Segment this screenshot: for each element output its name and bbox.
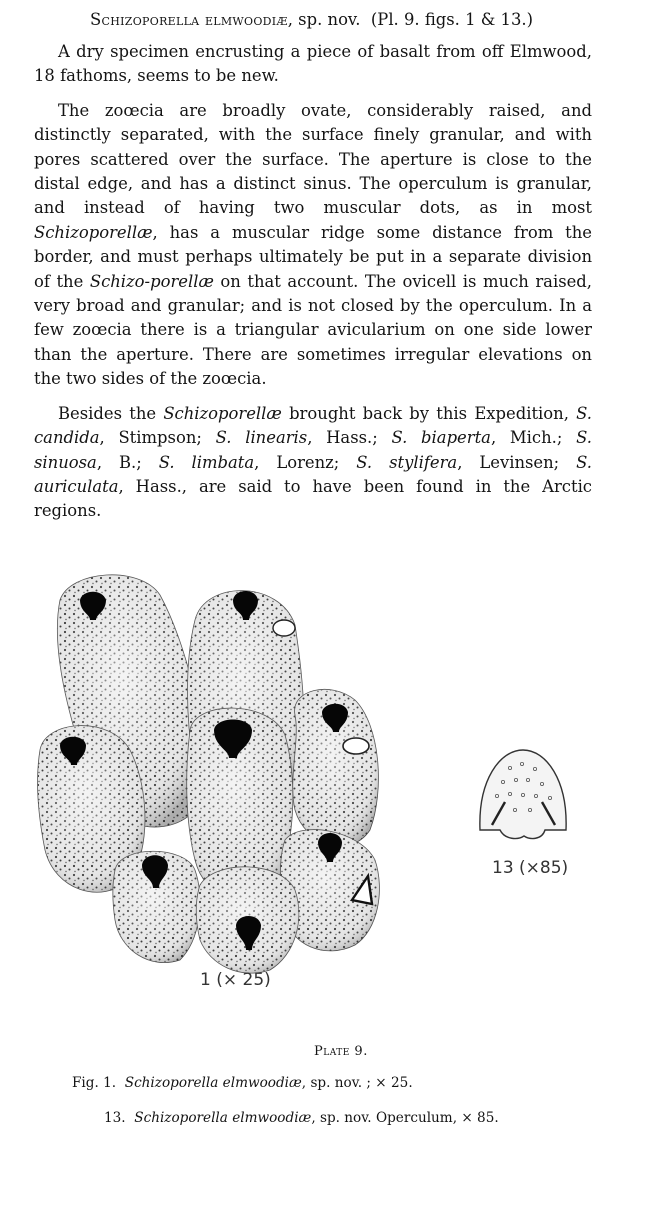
species-name: S. sinuosa: [34, 428, 592, 472]
figure-13-label: 13 (×85): [492, 858, 569, 878]
caption-fig-1: [72, 1075, 413, 1091]
zooecium: [293, 689, 379, 846]
species-authority: , Lorenz;: [254, 452, 357, 472]
body-text: [34, 40, 592, 524]
paragraph-1: A dry specimen encrusting a piece of basalt from off Elmwood, 18 fathoms, seems to be new.: [34, 42, 592, 86]
caption-1-text: , sp. nov. ; × 25.: [301, 1075, 413, 1091]
plate-illustration: [0, 540, 650, 1030]
p3-text-c: brought back by this Expedition,: [281, 403, 577, 423]
figure-1-colony: [38, 575, 380, 973]
zooecium: [196, 867, 299, 973]
species-name: S. candida: [34, 403, 593, 448]
p2-text-a: The zoœcia are broadly ovate, considerably raised, and distinctly separated, with the surface finely granular, and with pores scattered over the surface. The aperture is close to the distal edge, and has a distinct sinus. The operculum is granular, and instead of having two muscular dots, as in most: [34, 100, 592, 218]
species-name: S. stylifera: [356, 452, 458, 472]
species-name: S. linearis: [215, 428, 308, 448]
caption-fig-13: [104, 1110, 499, 1126]
species-authority: , Hass.;: [307, 428, 392, 448]
article-heading: [90, 10, 533, 29]
zooecium: [113, 851, 200, 962]
species-name: S. auriculata: [34, 452, 592, 496]
heading-suffix: , sp. nov.: [287, 10, 361, 29]
avicularium: [273, 620, 295, 636]
figure-13-operculum: [480, 750, 566, 838]
p2-text-c: , has a muscular ridge some distance from the border, and must perhaps ultimately be put in a separate division of the: [34, 222, 592, 291]
caption-2-number: 13.: [104, 1110, 126, 1126]
paragraph-3: [34, 402, 592, 524]
plate-title: Plate 9.: [314, 1044, 368, 1059]
caption-1-species: Schizoporella elmwoodiæ: [124, 1075, 302, 1091]
paragraph-2: [34, 99, 592, 392]
species-name: S. limbata: [158, 452, 255, 472]
species-authority: , Stimpson;: [99, 428, 216, 448]
species-authority: , Mich.;: [490, 428, 577, 448]
species-name: S. biaperta: [391, 428, 491, 448]
caption-1-number: Fig. 1.: [72, 1075, 117, 1091]
p2-italic-genus-2: Schizo-porellæ: [89, 271, 214, 291]
p2-italic-genus: Schizoporellæ: [34, 222, 153, 242]
plate-reference: (Pl. 9. figs. 1 & 13.): [370, 10, 533, 29]
p3-italic-genus: Schizoporellæ: [163, 403, 282, 423]
species-title: Schizoporella elmwoodiæ: [90, 10, 288, 29]
caption-2-text: , sp. nov. Operculum, × 85.: [311, 1110, 499, 1126]
caption-2-species: Schizoporella elmwoodiæ: [134, 1110, 312, 1126]
species-authority: , B.;: [96, 452, 159, 472]
p3-text-a: Besides the: [58, 403, 164, 423]
figure-1-label: 1 (× 25): [200, 970, 271, 990]
species-authority: , Levinsen;: [457, 452, 577, 472]
p2-text-e: on that account. The ovicell is much raised, very broad and granular; and is not closed by the operculum. In a few zoœcia there is a triangular avicularium on one side lower than the aperture. There are sometimes irregular elevations on the two sides of the zoœcia.: [34, 271, 593, 389]
avicularium: [343, 738, 369, 754]
p3-text-d: are said to have been found in the Arctic regions.: [34, 476, 592, 521]
species-authority: , Hass.,: [118, 476, 199, 496]
